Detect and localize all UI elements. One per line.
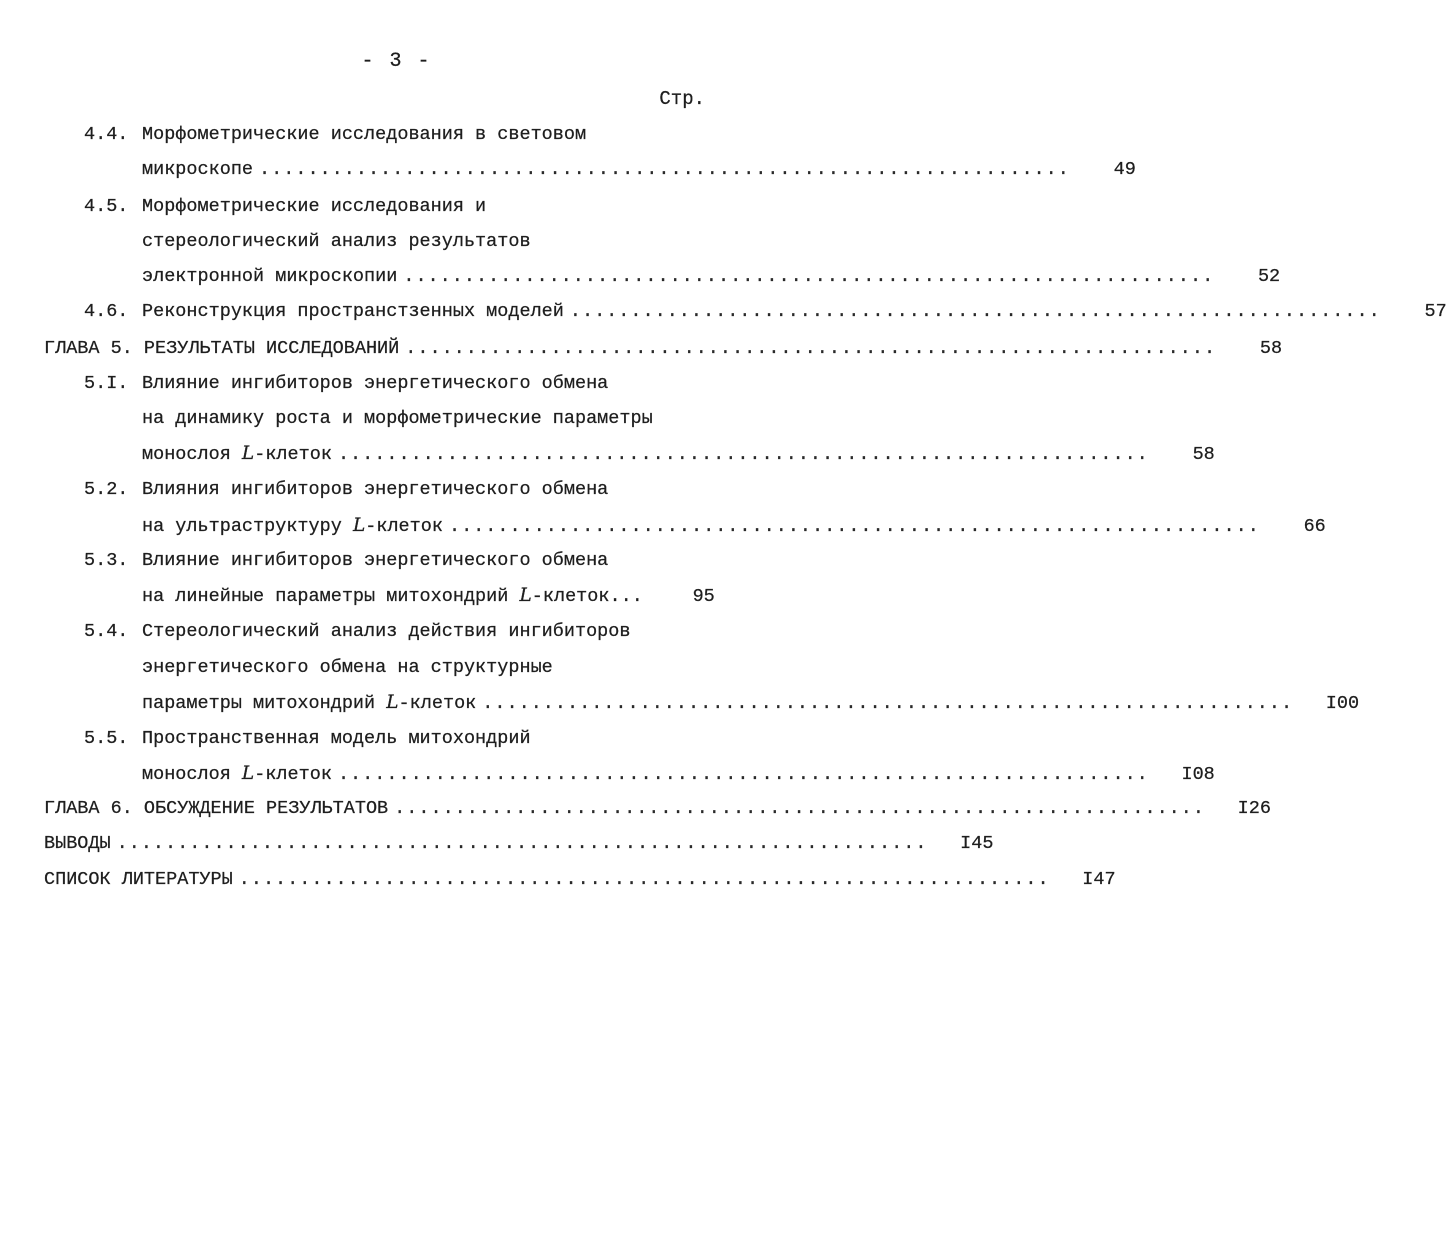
toc-entry-line bbox=[142, 584, 715, 608]
toc-entry-title: ВЫВОДЫ bbox=[44, 833, 111, 854]
dot-leader: ................................................................... bbox=[405, 338, 1217, 359]
toc-entry-line-continued bbox=[84, 478, 608, 502]
toc-entry-line bbox=[84, 300, 1447, 324]
toc-entry-title: Влияние ингибиторов энергетического обмена bbox=[142, 373, 609, 394]
toc-entry-page: I08 bbox=[1181, 764, 1215, 785]
toc-entry-line bbox=[44, 797, 1271, 821]
toc-entry-title: на линейные параметры митохондрий L-клеток... bbox=[142, 585, 643, 607]
toc-entry-title: микроскопе bbox=[142, 159, 254, 180]
l-letter: L bbox=[241, 763, 255, 784]
toc-entry-title: Морфометрические исследования в световом bbox=[142, 124, 587, 145]
toc-entry-line-continued bbox=[84, 549, 608, 573]
l-letter: L bbox=[241, 443, 255, 464]
toc-entry-number: 5.3. bbox=[84, 550, 129, 571]
toc-entry-title: СПИСОК ЛИТЕРАТУРЫ bbox=[44, 869, 233, 890]
dot-leader: ................................................................... bbox=[337, 444, 1149, 465]
toc-entry-line bbox=[44, 337, 1283, 361]
toc-entry-line bbox=[142, 442, 1215, 466]
toc-entry-number: 4.6. bbox=[84, 301, 129, 322]
dot-leader: ................................................................... bbox=[116, 833, 928, 854]
toc-entry-line-continued bbox=[84, 372, 608, 396]
toc-entry-page: 49 bbox=[1113, 159, 1136, 180]
toc-entry-title: Стереологический анализ действия ингибиторов bbox=[142, 621, 631, 642]
toc-entry-page: 57 bbox=[1424, 301, 1447, 322]
toc-entry-number: 4.4. bbox=[84, 124, 129, 145]
dot-leader: ................................................................... bbox=[482, 693, 1294, 714]
toc-entry-line bbox=[142, 265, 1281, 289]
toc-entry-page: I45 bbox=[960, 833, 994, 854]
toc-entry-line-continued bbox=[142, 407, 653, 431]
toc-entry-number: 5.4. bbox=[84, 621, 129, 642]
toc-entry-page: 58 bbox=[1192, 444, 1215, 465]
page-number: - 3 - bbox=[361, 50, 432, 73]
dot-leader: ................................................................... bbox=[448, 516, 1260, 537]
dot-leader: ................................................................... bbox=[394, 798, 1205, 819]
toc-entry-line-continued bbox=[142, 656, 553, 680]
toc-entry-title: ГЛАВА 6. ОБСУЖДЕНИЕ РЕЗУЛЬТАТОВ bbox=[44, 798, 389, 819]
l-letter: L bbox=[519, 585, 532, 606]
toc-entry-number: 5.I. bbox=[84, 373, 129, 394]
toc-entry-title: Влияние ингибиторов энергетического обмена bbox=[142, 550, 609, 571]
toc-entry-line-continued bbox=[142, 230, 531, 254]
toc-entry-title: ГЛАВА 5. РЕЗУЛЬТАТЫ ИССЛЕДОВАНИЙ bbox=[44, 338, 400, 359]
toc-entry-page: 95 bbox=[692, 586, 715, 607]
toc-entry-number: 4.5. bbox=[84, 196, 129, 217]
toc-entry-title: на динамику роста и морфометрические параметры bbox=[142, 408, 653, 429]
toc-entry-line-continued bbox=[84, 620, 630, 644]
toc-entry-title: энергетического обмена на структурные bbox=[142, 657, 553, 678]
toc-entry-title: монослоя L-клеток bbox=[142, 763, 332, 785]
toc-entry-page: I00 bbox=[1325, 693, 1360, 714]
toc-entry-title: параметры митохондрий L-клеток bbox=[142, 692, 477, 714]
toc-entry-line-continued bbox=[84, 727, 531, 751]
page-column-header: Стр. bbox=[659, 88, 705, 110]
dot-leader: ................................................................... bbox=[337, 764, 1149, 785]
toc-entry-line bbox=[142, 158, 1136, 182]
toc-entry-page: 58 bbox=[1259, 338, 1283, 359]
toc-entry-page: I47 bbox=[1082, 869, 1116, 890]
toc-entry-title: Пространственная модель митохондрий bbox=[142, 728, 531, 749]
dot-leader: ................................................................... bbox=[403, 266, 1215, 287]
toc-entry-line bbox=[44, 868, 1116, 892]
toc-entry-number: 5.2. bbox=[84, 479, 129, 500]
toc-entry-title: Морфометрические исследования и bbox=[142, 196, 487, 217]
toc-entry-line-continued bbox=[84, 195, 486, 219]
toc-entry-page: 52 bbox=[1257, 266, 1281, 287]
toc-entry-title: Реконструкция пространстзенных моделей bbox=[142, 301, 564, 322]
toc-entry-line bbox=[142, 762, 1215, 786]
toc-entry-page: I26 bbox=[1237, 798, 1271, 819]
toc-entry-title: монослоя L-клеток bbox=[142, 443, 332, 465]
dot-leader: ................................................................... bbox=[238, 869, 1050, 890]
toc-entry-line bbox=[142, 514, 1326, 538]
toc-entry-title: Влияния ингибиторов энергетического обмена bbox=[142, 479, 609, 500]
l-letter: L bbox=[386, 692, 399, 713]
l-letter: L bbox=[352, 515, 366, 536]
toc-entry-number: 5.5. bbox=[84, 728, 129, 749]
toc-entry-title: электронной микроскопии bbox=[142, 266, 398, 287]
toc-entry-line bbox=[142, 691, 1360, 715]
toc-entry-page: 66 bbox=[1303, 516, 1326, 537]
dot-leader: ................................................................... bbox=[259, 159, 1070, 180]
dot-leader: ................................................................... bbox=[569, 301, 1381, 322]
toc-entry-line bbox=[44, 832, 994, 856]
toc-entry-title: на ультраструктуру L-клеток bbox=[142, 515, 443, 537]
toc-entry-title: стереологический анализ результатов bbox=[142, 231, 531, 252]
toc-entry-line-continued bbox=[84, 123, 586, 147]
